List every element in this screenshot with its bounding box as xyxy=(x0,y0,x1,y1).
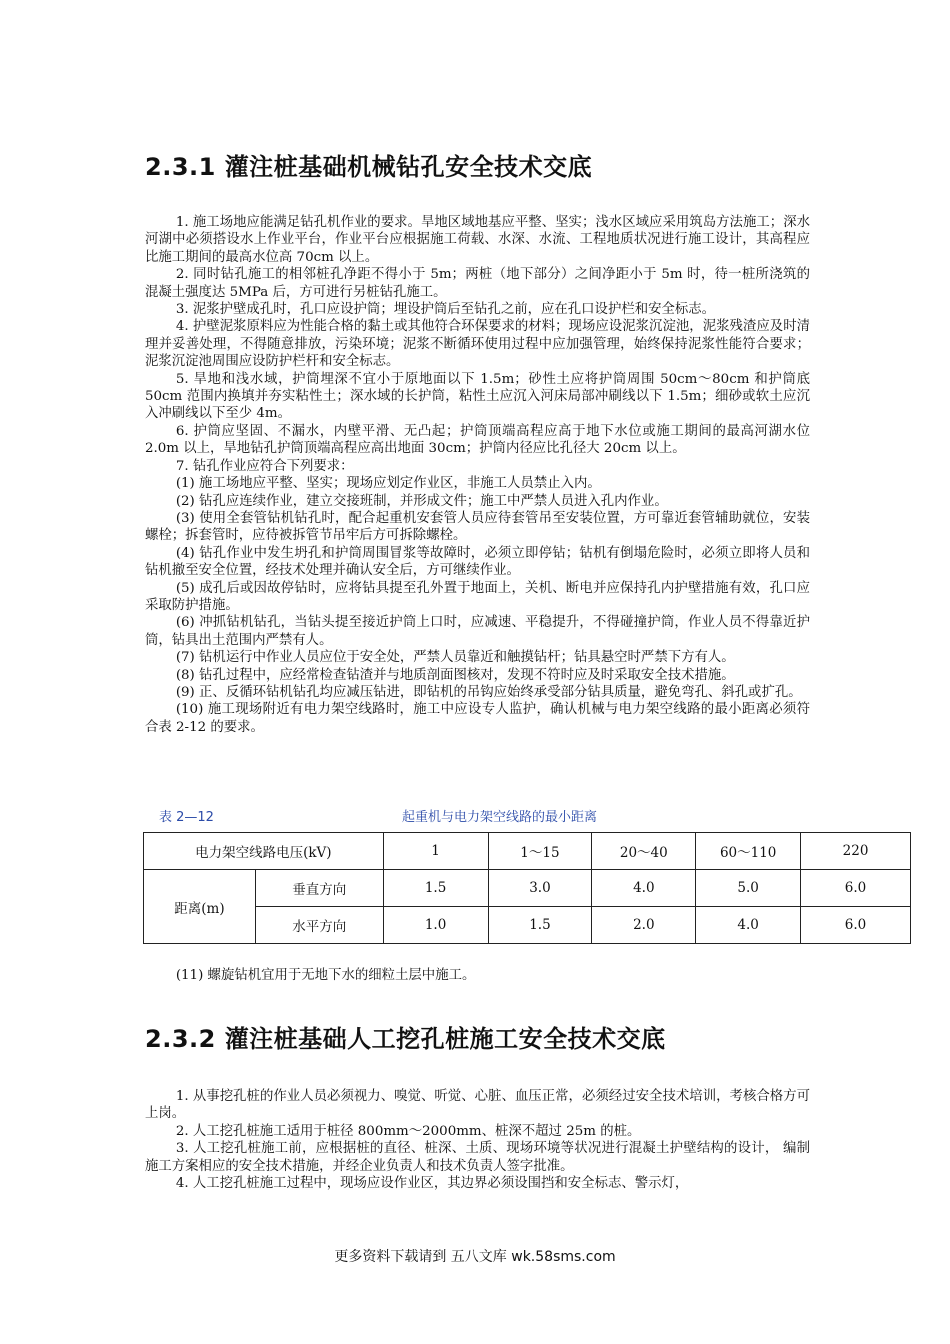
paragraph: (4) 钻孔作业中发生坍孔和护筒周围冒浆等故障时，必须立即停钻；钻机有倒塌危险时，必须立即将人员和钻机撤至安全位置，经技术处理并确认安全后，方可继续作业。 xyxy=(145,545,810,579)
voltage-cell: 60～110 xyxy=(696,833,801,870)
paragraph: 2. 人工挖孔桩施工适用于桩径 800mm～2000mm、桩深不超过 25m 的桩。 xyxy=(175,1123,641,1139)
paragraph: (10) 施工现场附近有电力架空线路时，施工中应设专人监护，确认机械与电力架空线路的最小距离必须符合表 2-12 的要求。 xyxy=(145,702,810,735)
voltage-cell: 1 xyxy=(383,833,488,870)
paragraph: (9) 正、反循环钻机钻孔均应减压钻进，即钻机的吊钩应始终承受部分钻具质量，避免弯孔、斜孔或扩孔。 xyxy=(175,684,802,700)
table-row xyxy=(144,870,911,907)
paragraph: 3. 人工挖孔桩施工前，应根据桩的直径、桩深、土质、现场环境等状况进行混凝土护壁结构的设计， 编制施工方案相应的安全技术措施，并经企业负责人和技术负责人签字批准。 xyxy=(145,1141,810,1174)
table-row xyxy=(144,907,911,944)
value-cell: 4.0 xyxy=(696,907,801,944)
min-distance-table xyxy=(143,832,911,944)
paragraph: (2) 钻孔应连续作业，建立交接班制，并形成文件；施工中严禁人员进入孔内作业。 xyxy=(175,493,668,509)
paragraph: 4. 护壁泥浆原料应为性能合格的黏土或其他符合环保要求的材料；现场应设泥浆沉淀池，泥浆残渣应及时清理并妥善处理，不得随意排放，污染环境；泥浆不断循环使用过程中应加强管理，始终保持泥浆性能符合要求；泥浆沉淀池周围应设防护栏杆和安全标志。 xyxy=(145,319,810,370)
section-heading-2-3-2: 2.3.2 灌注桩基础人工挖孔桩施工安全技术交底 xyxy=(145,1025,666,1053)
section-2-body xyxy=(145,1088,810,1192)
table-number: 表 2—12 xyxy=(159,810,214,825)
distance-label-cell: 距离(m) xyxy=(144,870,256,944)
table-row xyxy=(144,833,911,870)
paragraph: (6) 冲抓钻机钻孔，当钻头提至接近护筒上口时，应减速、平稳提升，不得碰撞护筒，作业人员不得靠近护筒，钻具出土范围内严禁有人。 xyxy=(145,615,810,648)
direction-cell: 垂直方向 xyxy=(255,870,383,907)
paragraph: 7. 钻孔作业应符合下列要求： xyxy=(175,458,354,474)
value-cell: 6.0 xyxy=(801,870,911,907)
paragraph: 5. 旱地和浅水域，护筒埋深不宜小于原地面以下 1.5m；砂性土应将护筒周围 50cm～80cm 和护筒底 50cm 范围内换填并夯实粘性土；深水域的长护筒，粘性土应沉入河床局部冲刷线以下 1.5m；细砂或软土应沉入冲刷线以下至少 4m。 xyxy=(145,371,810,422)
after-table-note xyxy=(145,967,475,984)
value-cell: 2.0 xyxy=(592,907,696,944)
value-cell: 5.0 xyxy=(696,870,801,907)
section-heading-2-3-1: 2.3.1 灌注桩基础机械钻孔安全技术交底 xyxy=(145,153,593,181)
paragraph: (7) 钻机运行中作业人员应位于安全处，严禁人员靠近和触摸钻杆；钻具悬空时严禁下方有人。 xyxy=(175,650,735,666)
paragraph: (3) 使用全套管钻机钻孔时，配合起重机安套管人员应待套管吊至安装位置，方可靠近套管辅助就位，安装螺栓；拆套管时，应待被拆管节吊牢后方可拆除螺栓。 xyxy=(145,510,810,544)
paragraph: 6. 护筒应坚固、不漏水，内壁平滑、无凸起；护筒顶端高程应高于地下水位或施工期间的最高河湖水位 2.0m 以上，旱地钻孔护筒顶端高程应高出地面 30cm；护筒内径应比孔径大 20cm 以上。 xyxy=(145,423,810,457)
paragraph: (1) 施工场地应平整、坚实；现场应划定作业区，非施工人员禁止入内。 xyxy=(175,476,601,492)
paragraph: 1. 施工场地应能满足钻孔机作业的要求。旱地区域地基应平整、坚实；浅水区域应采用筑岛方法施工；深水河湖中必须搭设水上作业平台，作业平台应根据施工荷载、水深、水流、工程地质状况进行施工设计，其高程应比施工期间的最高水位高 70cm 以上。 xyxy=(145,215,810,265)
section-1-body xyxy=(145,214,810,736)
paragraph: (11) 螺旋钻机宜用于无地下水的细粒土层中施工。 xyxy=(175,968,476,983)
voltage-cell: 20～40 xyxy=(592,833,696,870)
paragraph: (5) 成孔后或因故停钻时，应将钻具提至孔外置于地面上，关机、断电并应保持孔内护壁措施有效，孔口应采取防护措施。 xyxy=(145,580,810,613)
voltage-header-cell: 电力架空线路电压(kV) xyxy=(144,833,384,870)
value-cell: 4.0 xyxy=(592,870,696,907)
paragraph: 4. 人工挖孔桩施工过程中，现场应设作业区，其边界必须设围挡和安全标志、警示灯， xyxy=(175,1176,689,1192)
value-cell: 6.0 xyxy=(801,907,911,944)
voltage-cell: 1～15 xyxy=(488,833,592,870)
value-cell: 1.5 xyxy=(383,870,488,907)
paragraph: 2. 同时钻孔施工的相邻桩孔净距不得小于 5m；两桩（地下部分）之间净距小于 5m 时，待一桩所浇筑的混凝土强度达 5MPa 后，方可进行另桩钻孔施工。 xyxy=(145,267,810,300)
paragraph: 1. 从事挖孔桩的作业人员必须视力、嗅觉、听觉、心脏、血压正常，必须经过安全技术培训，考核合格方可上岗。 xyxy=(145,1089,810,1122)
paragraph: 3. 泥浆护壁成孔时，孔口应设护筒；埋设护筒后至钻孔之前，应在孔口设护栏和安全标志。 xyxy=(175,302,716,318)
direction-cell: 水平方向 xyxy=(255,907,383,944)
paragraph: (8) 钻孔过程中，应经常检查钻渣并与地质剖面图核对，发现不符时应及时采取安全技术措施。 xyxy=(175,667,735,683)
value-cell: 3.0 xyxy=(488,870,592,907)
table-title: 起重机与电力架空线路的最小距离 xyxy=(402,810,598,825)
value-cell: 1.5 xyxy=(488,907,592,944)
value-cell: 1.0 xyxy=(383,907,488,944)
footer-download-note: 更多资料下载请到 五八文库 wk.58sms.com xyxy=(334,1249,616,1265)
voltage-cell: 220 xyxy=(801,833,911,870)
